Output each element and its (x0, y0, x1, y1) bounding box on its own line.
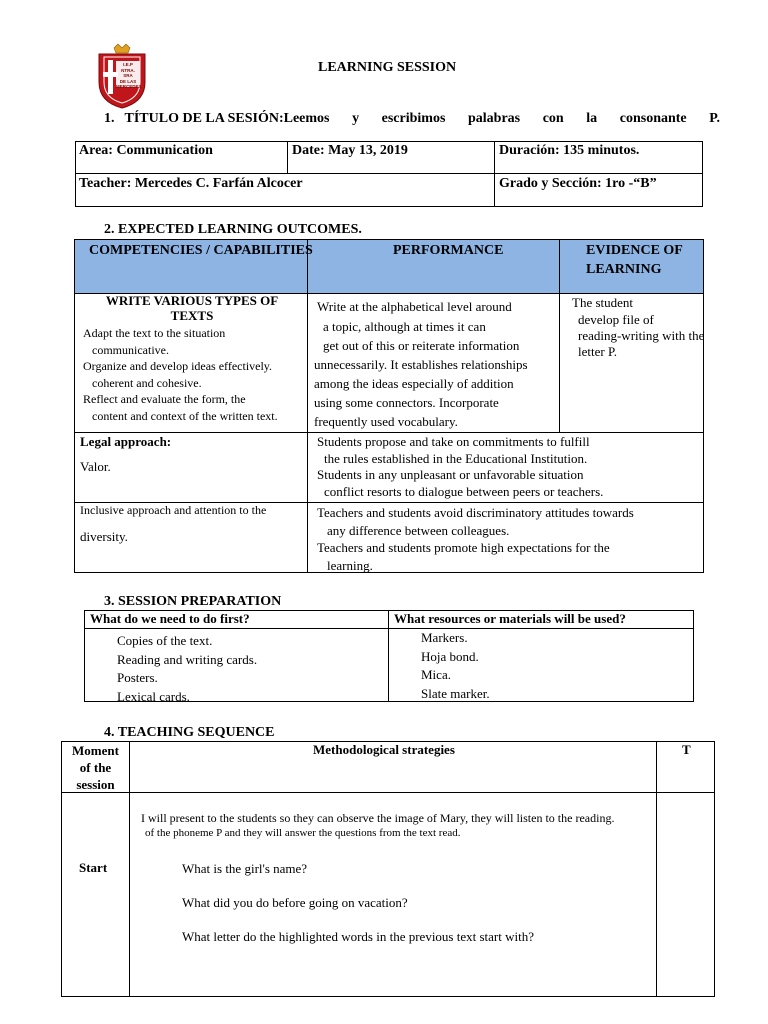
session-title (104, 110, 720, 127)
list-item (418, 685, 490, 704)
competency-title-line: WRITE VARIOUS TYPES OF (105, 293, 279, 308)
start-intro-line: I will present to the students so they can observe the image of Mary, they will listen to the reading. (141, 811, 615, 825)
col-evidence-header-line: LEARNING (586, 262, 662, 277)
list-item-text: communicative. (92, 343, 169, 357)
logo-text-line: MERCEDES (116, 84, 142, 89)
list-item-text: Slate marker. (421, 685, 490, 701)
performance-text (314, 297, 578, 431)
question-text: What letter do the highlighted words in the previous text start with? (182, 929, 535, 944)
preparation-heading: 3. SESSION PREPARATION (104, 594, 282, 609)
col-moment-header-line: Moment (72, 743, 119, 758)
start-intro-line: of the phoneme P and they will answer the questions from the text read. (145, 827, 461, 839)
inclusive-approach-value: diversity. (80, 529, 128, 544)
logo-text-line: NTRA. SRA (121, 67, 135, 78)
performance-line: Write at the alphabetical level around (317, 299, 512, 314)
page-title: LEARNING SESSION (318, 60, 457, 75)
performance-line: among the ideas especially of addition (314, 376, 514, 391)
list-item-text: Reading and writing cards. (117, 651, 258, 667)
resources-list (418, 629, 490, 703)
school-logo (96, 42, 148, 110)
date-field: Date: May 13, 2019 (292, 143, 408, 158)
col-moment-header (62, 742, 129, 793)
area-field: Area: Communication (79, 143, 213, 158)
list-item-text: Students in any unpleasant or unfavorable situation (317, 467, 584, 482)
moment-start-label: Start (79, 860, 108, 875)
col-strategies-header: Methodological strategies (313, 742, 455, 757)
outcomes-heading: 2. EXPECTED LEARNING OUTCOMES. (104, 222, 362, 237)
col-performance-header: PERFORMANCE (393, 243, 504, 258)
list-item-text: content and context of the written text. (92, 409, 278, 423)
session-title-value: Leemos y escribimos palabras con la consonante P. (283, 111, 720, 126)
sequence-table (61, 741, 715, 997)
list-item (80, 391, 320, 424)
evidence-line: reading-writing with the (578, 328, 705, 343)
performance-line: using some connectors. Incorporate (314, 395, 499, 410)
list-item-text: Hoja bond. (421, 648, 479, 664)
list-item-text: Reflect and evaluate the form, the (83, 392, 246, 406)
col-time-header: T (682, 742, 691, 757)
performance-line: a topic, although at times it can (323, 319, 486, 334)
legal-approach-label: Legal approach: (80, 434, 172, 449)
list-item-text: Posters. (117, 670, 158, 685)
list-item-text: Teachers and students promote high expectations for the (317, 540, 610, 555)
col-moment-header-line: of the (79, 760, 112, 775)
list-item (418, 629, 490, 648)
evidence-line: letter P. (578, 344, 617, 359)
list-item (418, 648, 490, 667)
question-text: What is the girl's name? (182, 861, 308, 876)
performance-line: unnecessarily. It establishes relationships (314, 357, 528, 372)
session-title-label: TÍTULO DE LA SESIÓN: (124, 111, 284, 126)
list-item (80, 325, 320, 358)
question-text: What did you do before going on vacation? (182, 895, 408, 910)
list-item-text: the rules established in the Educational Institution. (324, 451, 588, 466)
col-evidence-header-line: EVIDENCE OF (586, 243, 683, 258)
first-items-list (114, 632, 257, 706)
capabilities-list (80, 325, 320, 424)
grade-field: Grado y Sección: 1ro -“B” (499, 176, 657, 191)
start-intro (138, 811, 698, 826)
competency-title-line: TEXTS (170, 308, 214, 323)
list-item-text: Mica. (421, 667, 451, 682)
performance-line: frequently used vocabulary. (314, 414, 458, 429)
evidence-line: develop file of (578, 312, 654, 327)
list-item-text: Students propose and take on commitments to fulfill (317, 434, 590, 449)
list-item-text: Adapt the text to the situation (83, 326, 226, 340)
list-item-text: conflict resorts to dialogue between peers or teachers. (324, 484, 604, 499)
logo-text-line: DE LAS (119, 78, 137, 84)
list-item (114, 632, 257, 651)
legal-approach-value: Valor. (80, 459, 111, 474)
session-title-number: 1. (104, 111, 115, 126)
inclusive-approach-label: Inclusive approach and attention to the (80, 503, 267, 517)
list-item-text: coherent and cohesive. (92, 376, 202, 390)
list-item-text: any difference between colleagues. (327, 523, 510, 538)
col-evidence-header (586, 242, 683, 278)
logo-text-line: I.E.P (123, 62, 133, 67)
col-competencies-header: COMPETENCIES / CAPABILITIES (89, 243, 313, 258)
col-first-header: What do we need to do first? (90, 611, 250, 626)
list-item-text: learning. (327, 558, 373, 573)
legal-approach-items (314, 434, 704, 500)
list-item-text: Markers. (421, 630, 468, 645)
col-moment-header-line: session (76, 777, 115, 792)
list-item-text: Copies of the text. (117, 633, 213, 648)
list-item (114, 688, 257, 707)
evidence-text (569, 295, 734, 360)
teacher-field: Teacher: Mercedes C. Farfán Alcocer (79, 176, 303, 191)
duration-field: Duración: 135 minutos. (499, 143, 640, 158)
sequence-heading: 4. TEACHING SEQUENCE (104, 725, 275, 740)
list-item (114, 669, 257, 688)
list-item (114, 651, 257, 670)
inclusive-approach-items (314, 504, 706, 574)
list-item (80, 358, 320, 391)
competency-title (78, 293, 306, 323)
performance-line: get out of this or reiterate information (323, 338, 520, 353)
list-item-text: Organize and develop ideas effectively. (83, 359, 273, 373)
col-resources-header: What resources or materials will be used? (394, 611, 626, 626)
list-item (418, 666, 490, 685)
list-item-text: Lexical cards. (117, 688, 190, 704)
evidence-line: The student (572, 295, 634, 310)
list-item-text: Teachers and students avoid discriminatory attitudes towards (317, 505, 634, 520)
